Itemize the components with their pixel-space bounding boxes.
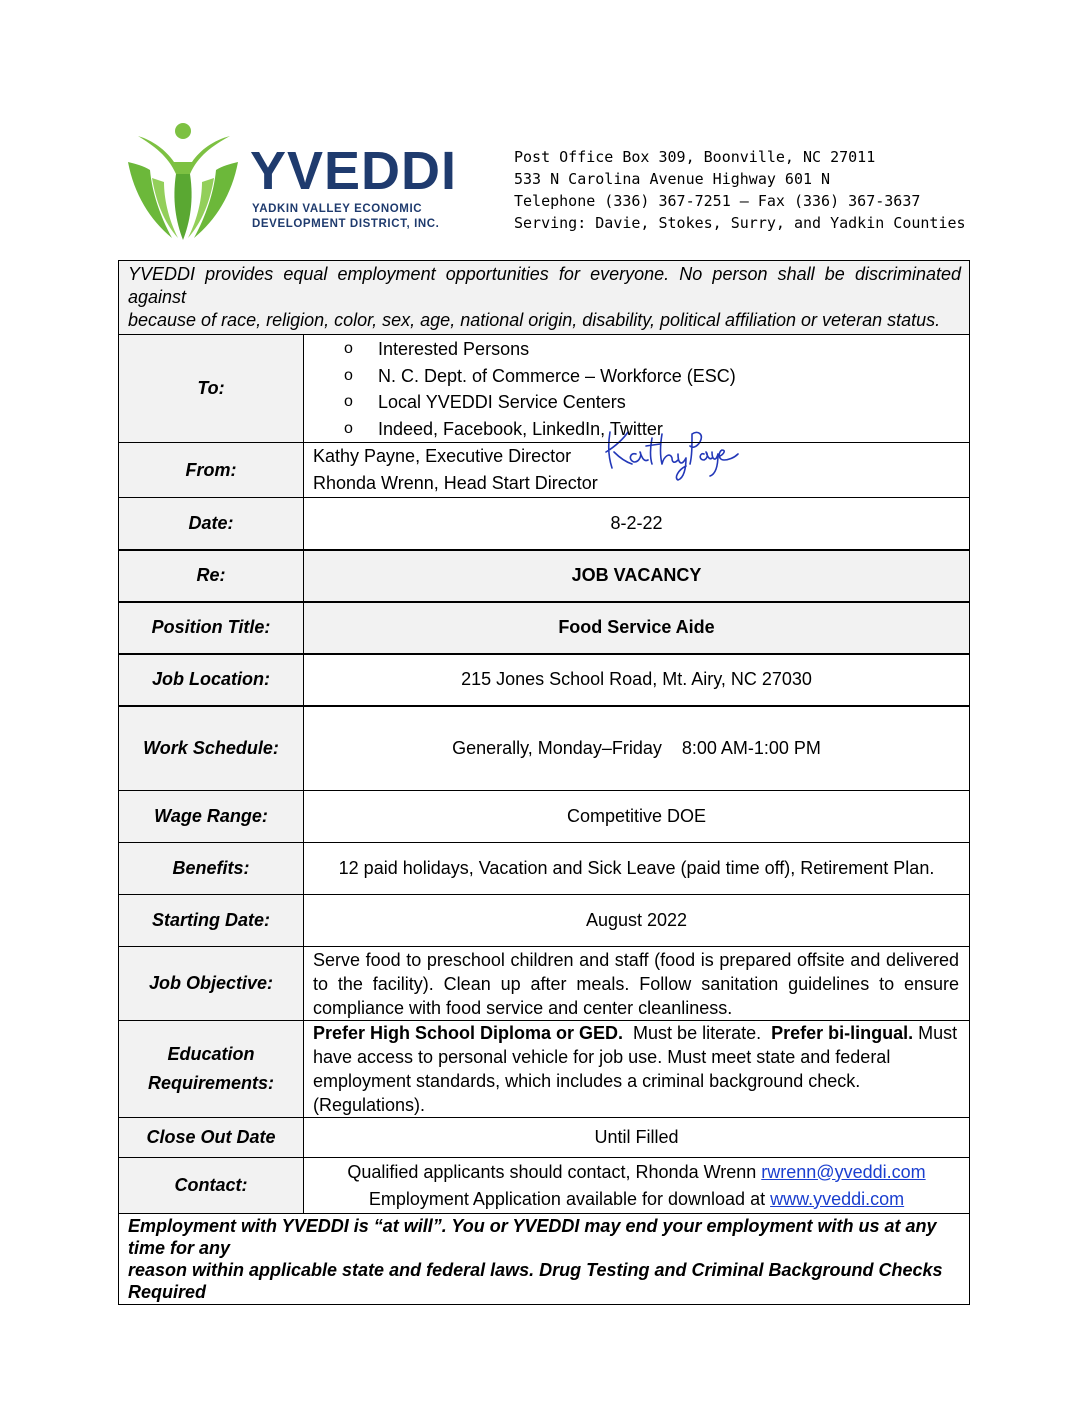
date-value: 8-2-22 <box>304 498 970 550</box>
from-line-2: Rhonda Wrenn, Head Start Director <box>313 473 598 493</box>
logo-subtitle-line-2: DEVELOPMENT DISTRICT, INC. <box>252 218 440 230</box>
position-title-label: Position Title: <box>119 602 304 654</box>
position-title-value: Food Service Aide <box>304 602 970 654</box>
contact-line-1 <box>304 1159 969 1186</box>
contact-value <box>304 1158 970 1214</box>
close-out-date-label: Close Out Date <box>119 1118 304 1158</box>
job-location-label: Job Location: <box>119 654 304 706</box>
logo-subtitle-line-1: YADKIN VALLEY ECONOMIC <box>252 203 423 215</box>
benefits-value: 12 paid holidays, Vacation and Sick Leave (paid time off), Retirement Plan. <box>304 843 970 895</box>
education-label <box>119 1021 304 1118</box>
recipient-item: o N. C. Dept. of Commerce – Workforce (ESC) <box>344 363 969 390</box>
address-line-2: 533 N Carolina Avenue Highway 601 N <box>514 170 831 188</box>
from-label: From: <box>119 443 304 498</box>
eeo-line-1: YVEDDI provides equal employment opportunities for everyone. No person shall be discriminated against <box>128 264 961 307</box>
recipient-list <box>304 336 969 442</box>
logo-wordmark: YVEDDI <box>250 141 458 201</box>
from-line-1: Kathy Payne, Executive Director <box>313 446 572 466</box>
from-value <box>304 443 970 498</box>
recipient-item: o Local YVEDDI Service Centers <box>344 389 969 416</box>
contact-label: Contact: <box>119 1158 304 1214</box>
leaf-person-icon <box>126 122 248 242</box>
address-line-3: Telephone (336) 367-7251 – Fax (336) 367-3637 <box>514 192 921 210</box>
education-other: Must have access to personal vehicle for job use. Must meet state and federal employment standards, which includes a criminal background check. (Regulations). <box>313 1023 958 1115</box>
work-schedule-value: Generally, Monday–Friday 8:00 AM-1:00 PM <box>304 706 970 791</box>
date-label: Date: <box>119 498 304 550</box>
education-label-line-2: Requirements: <box>147 1073 275 1093</box>
job-objective-label: Job Objective: <box>119 947 304 1021</box>
eeo-statement <box>119 261 970 335</box>
address-line-4: Serving: Davie, Stokes, Surry, and Yadkin Counties <box>514 214 966 232</box>
education-value <box>304 1021 970 1118</box>
address-line-1: Post Office Box 309, Boonville, NC 27011 <box>514 148 876 166</box>
contact-line-2 <box>304 1186 969 1213</box>
contact-email-link[interactable]: rwrenn@yveddi.com <box>761 1161 926 1182</box>
yveddi-logo <box>126 122 456 242</box>
to-label: To: <box>119 335 304 443</box>
at-will-line-1: Employment with YVEDDI is “at will”. You or YVEDDI may end your employment with us at any time for any <box>128 1216 937 1258</box>
application-text: Employment Application available for download at <box>368 1188 771 1209</box>
job-objective-value: Serve food to preschool children and staff (food is prepared offsite and delivered to the facility). Clean up after meals. Follow sanitation guidelines to ensure compliance with food service and center cleanliness. <box>304 947 970 1021</box>
wage-range-label: Wage Range: <box>119 791 304 843</box>
at-will-statement <box>119 1214 970 1305</box>
education-bilingual: Prefer bi-lingual. <box>771 1023 914 1043</box>
education-literate: Must be literate. <box>623 1023 772 1043</box>
education-diploma: Prefer High School Diploma or GED. <box>313 1023 624 1043</box>
wage-range-value: Competitive DOE <box>304 791 970 843</box>
logo-subtitle <box>252 202 439 232</box>
work-schedule-label: Work Schedule: <box>119 706 304 791</box>
job-vacancy-table <box>118 260 970 1305</box>
recipient-item: o Interested Persons <box>344 336 969 363</box>
to-recipients <box>304 335 970 443</box>
recipient-item: o Indeed, Facebook, LinkedIn, Twitter <box>344 416 969 443</box>
at-will-line-2: reason within applicable state and federal laws. Drug Testing and Criminal Background Checks Required <box>128 1260 943 1302</box>
address-block <box>514 146 966 234</box>
benefits-label: Benefits: <box>119 843 304 895</box>
eeo-line-2: because of race, religion, color, sex, age, national origin, disability, political affiliation or veteran status. <box>128 310 941 330</box>
job-location-value: 215 Jones School Road, Mt. Airy, NC 27030 <box>304 654 970 706</box>
contact-text: Qualified applicants should contact, Rhonda Wrenn <box>347 1161 762 1182</box>
starting-date-label: Starting Date: <box>119 895 304 947</box>
close-out-date-value: Until Filled <box>304 1118 970 1158</box>
starting-date-value: August 2022 <box>304 895 970 947</box>
education-label-line-1: Education <box>167 1044 255 1064</box>
website-link[interactable]: www.yveddi.com <box>770 1188 905 1209</box>
re-value: JOB VACANCY <box>304 550 970 602</box>
re-label: Re: <box>119 550 304 602</box>
